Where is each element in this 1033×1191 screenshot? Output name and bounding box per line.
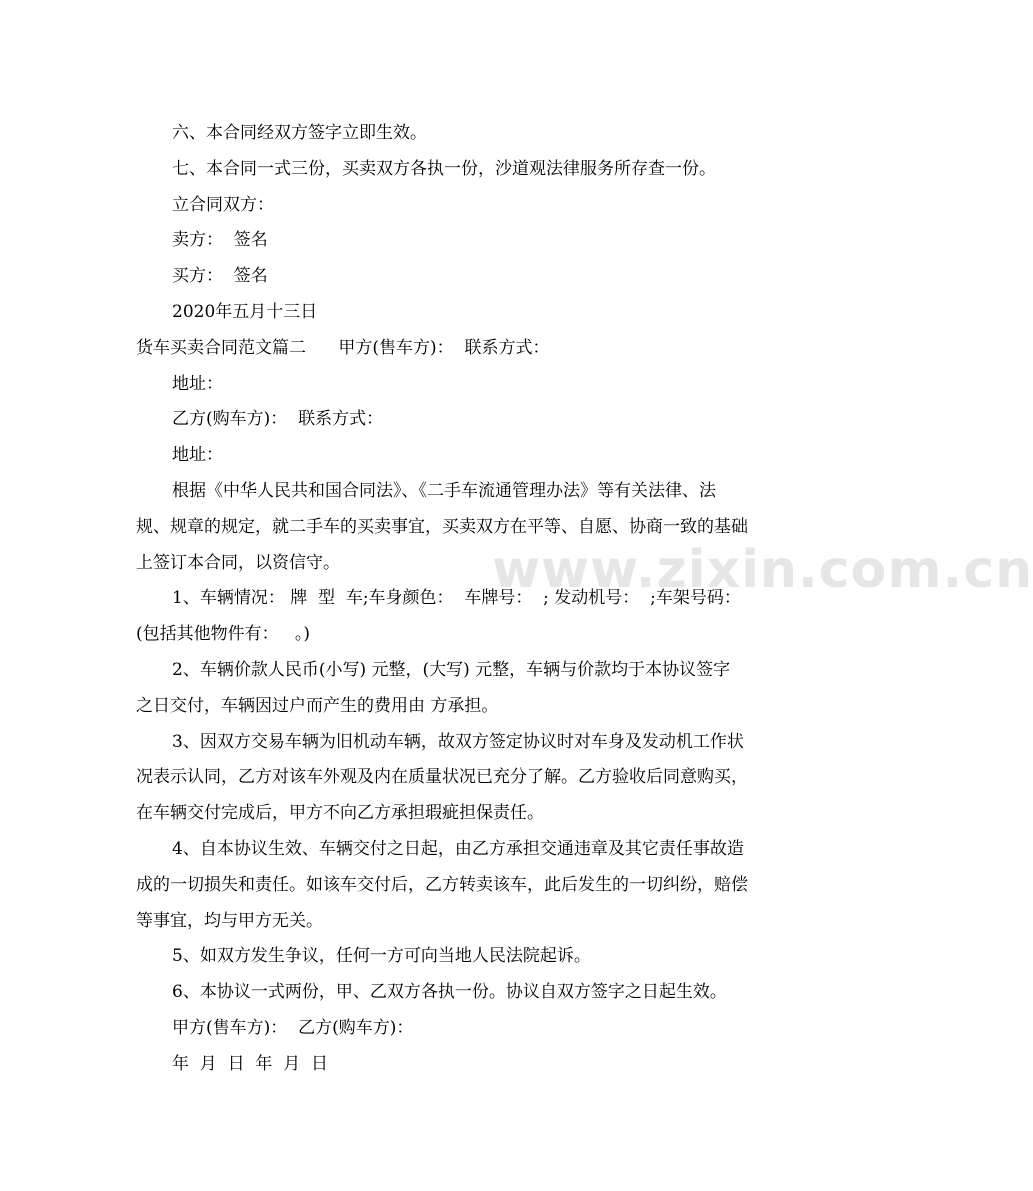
party-b-info: 乙方(购车方)： 联系方式： xyxy=(172,409,384,430)
buyer-signature-line: 买方： 签名 xyxy=(172,266,268,287)
clause-3-line-1: 3、因双方交易车辆为旧机动车辆，故双方签定协议时对车身及发动机工作状 xyxy=(172,731,744,752)
preamble-line-1: 根据《中华人民共和国合同法》、《二手车流通管理办法》等有关法律、法 xyxy=(172,480,716,501)
clause-1-line-2: (包括其他物件有： 。) xyxy=(136,624,310,645)
contract-date: 2020年五月十三日 xyxy=(172,301,318,322)
clause-2-line-2: 之日交付，车辆因过户而产生的费用由 方承担。 xyxy=(136,695,499,716)
clause-4-line-3: 等事宜，均与甲方无关。 xyxy=(136,910,323,931)
clause-4-line-1: 4、自本协议生效、车辆交付之日起，由乙方承担交通违章及其它责任事故造 xyxy=(172,838,744,859)
preamble-line-3: 上签订本合同，以资信守。 xyxy=(136,552,340,573)
clause-4-line-2: 成的一切损失和责任。如该车交付后，乙方转卖该车，此后发生的一切纠纷，赔偿 xyxy=(136,874,748,895)
clause-six: 六、本合同经双方签字立即生效。 xyxy=(172,123,427,143)
clause-1-line-1: 1、车辆情况： 牌 型 车;车身颜色： 车牌号： ; 发动机号： ;车架号码： xyxy=(172,588,741,609)
signature-parties: 甲方(售车方)： 乙方(购车方)： xyxy=(172,1017,414,1038)
document-page xyxy=(136,116,776,1083)
clause-3-line-3: 在车辆交付完成后，甲方不向乙方承担瑕疵担保责任。 xyxy=(136,803,544,824)
seller-signature-line: 卖方： 签名 xyxy=(172,230,268,251)
watermark-text: www.zixin.com.cn xyxy=(492,540,1033,600)
preamble-line-2: 规、规章的规定，就二手车的买卖事宜，买卖双方在平等、自愿、协商一致的基础 xyxy=(136,516,748,537)
clause-5: 5、如双方发生争议，任何一方可向当地人民法院起诉。 xyxy=(172,946,591,967)
clause-3-line-2: 况表示认同，乙方对该车外观及内在质量状况已充分了解。乙方验收后同意购买， xyxy=(136,767,748,788)
clause-seven: 七、本合同一式三份，买卖双方各执一份，沙道观法律服务所存查一份。 xyxy=(172,158,716,179)
section-two-heading: 货车买卖合同范文篇二 甲方(售车方)： 联系方式： xyxy=(136,337,550,358)
party-b-address: 地址： xyxy=(172,445,223,466)
parties-heading: 立合同双方： xyxy=(172,194,274,215)
party-a-address: 地址： xyxy=(172,373,223,394)
signature-dates: 年 月 日 年 月 日 xyxy=(172,1053,329,1074)
clause-6: 6、本协议一式两份，甲、乙双方各执一份。协议自双方签字之日起生效。 xyxy=(172,982,727,1003)
clause-2-line-1: 2、车辆价款人民币(小写) 元整，(大写) 元整，车辆与价款均于本协议签字 xyxy=(172,659,731,680)
